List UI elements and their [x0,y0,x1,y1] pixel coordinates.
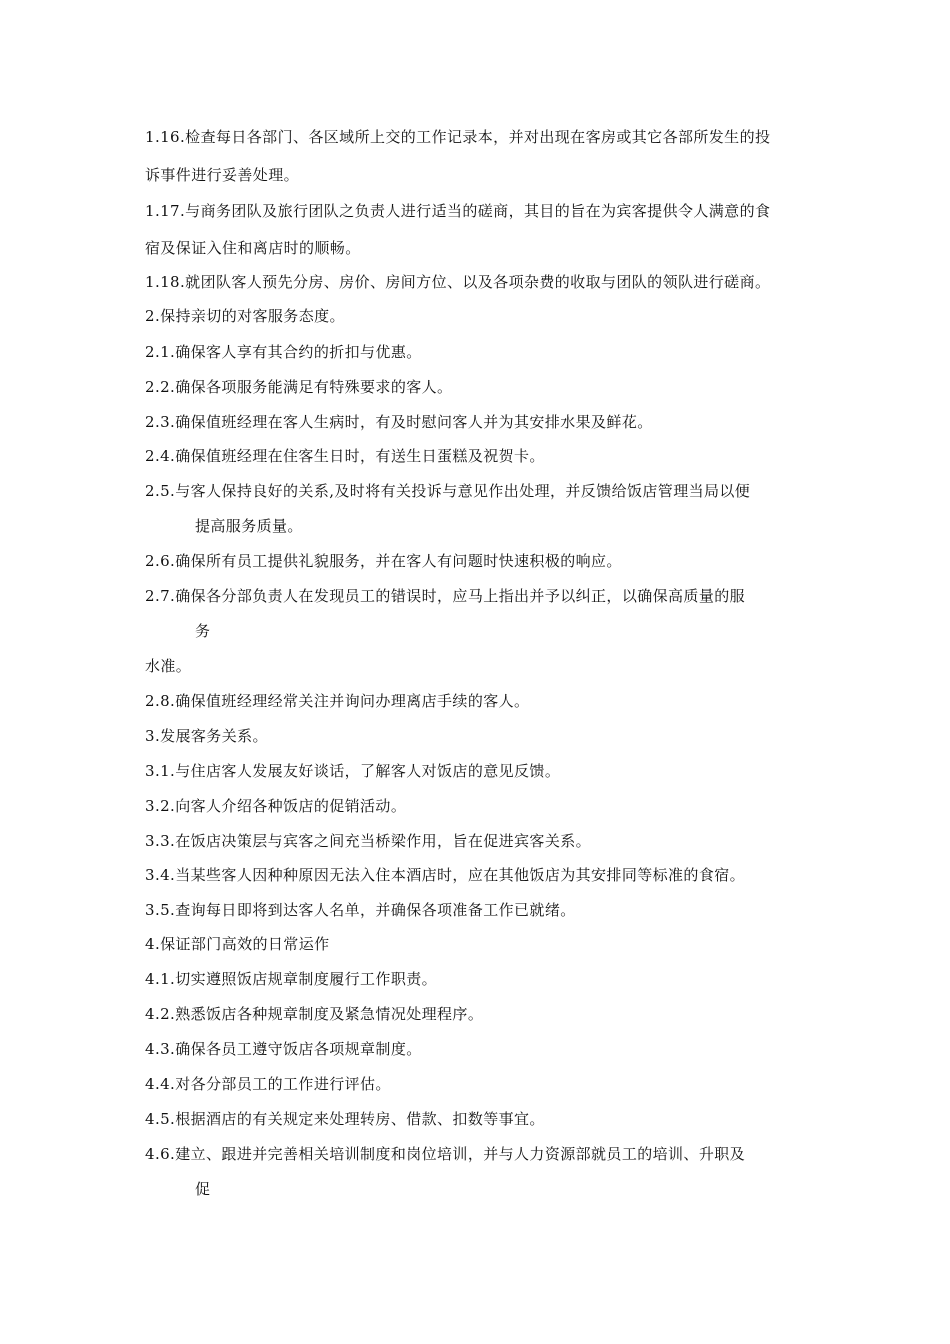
text-line-2-8: 2.8.确保值班经理经常关注并询问办理离店手续的客人。 [145,692,530,710]
text-line-4-6-cont: 促 [195,1180,211,1198]
text-line-3-3: 3.3.在饭店决策层与宾客之间充当桥梁作用，旨在促进宾客关系。 [145,832,592,850]
text-line-1-18: 1.18.就团队客人预先分房、房价、房间方位、以及各项杂费的收取与团队的领队进行磋商。 [145,273,771,291]
text-line-2-4: 2.4.确保值班经理在住客生日时，有送生日蛋糕及祝贺卡。 [145,447,545,465]
text-line-4-4: 4.4.对各分部员工的工作进行评估。 [145,1075,391,1093]
text-line-3-4: 3.4.当某些客人因种种原因无法入住本酒店时，应在其他饭店为其安排同等标准的食宿。 [145,866,746,884]
text-line-3-2: 3.2.向客人介绍各种饭店的促销活动。 [145,797,407,815]
text-line-2-2: 2.2.确保各项服务能满足有特殊要求的客人。 [145,378,453,396]
text-line-1-16: 1.16.检查每日各部门、各区域所上交的工作记录本，并对出现在客房或其它各部所发生的投 [145,128,771,146]
text-line-4-1: 4.1.切实遵照饭店规章制度履行工作职责。 [145,970,438,988]
text-line-1-17: 1.17.与商务团队及旅行团队之负责人进行适当的磋商，其目的旨在为宾客提供令人满意的食 [145,202,771,220]
text-line-2-5-cont: 提高服务质量。 [195,517,303,535]
text-line-2-1: 2.1.确保客人享有其合约的折扣与优惠。 [145,343,422,361]
text-line-4-6: 4.6.建立、跟进并完善相关培训制度和岗位培训，并与人力资源部就员工的培训、升职及 [145,1145,746,1163]
text-line-2-5: 2.5.与客人保持良好的关系,及时将有关投诉与意见作出处理，并反馈给饭店管理当局以便 [145,482,751,500]
text-line-4-5: 4.5.根据酒店的有关规定来处理转房、借款、扣数等事宜。 [145,1110,545,1128]
text-line-3-5: 3.5.查询每日即将到达客人名单，并确保各项准备工作已就绪。 [145,901,576,919]
text-line-3-1: 3.1.与住店客人发展友好谈话，了解客人对饭店的意见反馈。 [145,762,561,780]
text-line-2-3: 2.3.确保值班经理在客人生病时，有及时慰问客人并为其安排水果及鲜花。 [145,413,653,431]
text-line-3: 3.发展客务关系。 [145,727,268,745]
text-line-4-2: 4.2.熟悉饭店各种规章制度及紧急情况处理程序。 [145,1005,484,1023]
text-line-2-7-cont: 务 [195,622,211,640]
text-line-1-17-cont: 宿及保证入住和离店时的顺畅。 [145,239,361,257]
text-line-4-3: 4.3.确保各员工遵守饭店各项规章制度。 [145,1040,422,1058]
text-line-1-16-cont: 诉事件进行妥善处理。 [145,166,300,184]
text-line-2-6: 2.6.确保所有员工提供礼貌服务，并在客人有问题时快速积极的响应。 [145,552,622,570]
text-line-2-7-end: 水准。 [145,657,192,675]
text-line-2: 2.保持亲切的对客服务态度。 [145,307,345,325]
text-line-2-7: 2.7.确保各分部负责人在发现员工的错误时，应马上指出并予以纠正，以确保高质量的服 [145,587,746,605]
text-line-4: 4.保证部门高效的日常运作 [145,935,330,953]
